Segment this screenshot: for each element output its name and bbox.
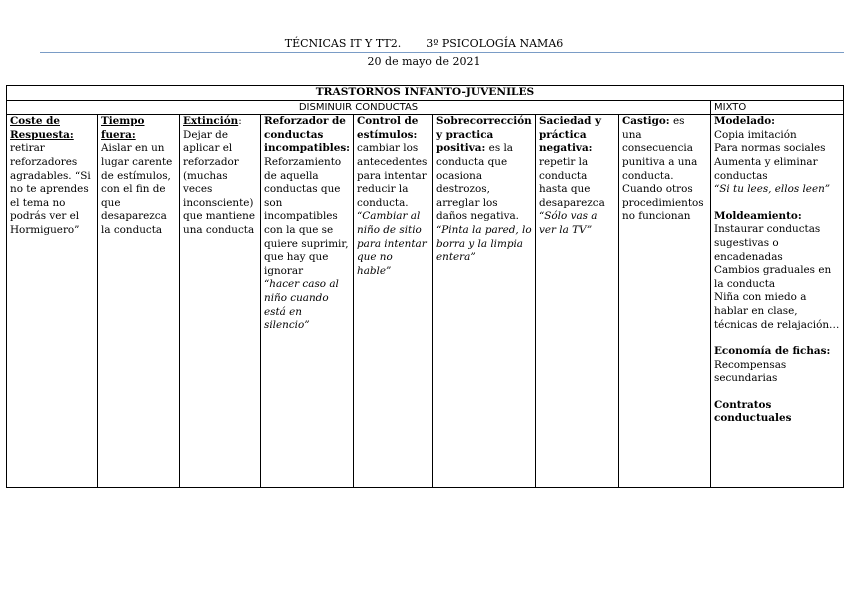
cell-tiempo-fuera [98,115,180,488]
cell-control-estimulos [354,115,433,488]
moldeamiento-line: Niña con miedo a hablar en clase, técnicas de relajación… [714,291,840,331]
heading-reforzador-incompatibles: Reforzador de conductas incompatibles: [264,115,351,155]
table-title: TRASTORNOS INFANTO-JUVENILES [7,86,844,101]
heading-economia-fichas: Economía de fichas: [714,345,831,358]
mixed-header: MIXTO [711,100,844,115]
text-extincion: Dejar de aplicar el reforzador (muchas veces inconsciente) que mantiene una conducta [183,128,256,236]
cell-castigo [619,115,711,488]
cell-coste-respuesta [7,115,98,488]
example-modelado: “Si tu lees, ellos leen” [714,183,831,196]
text-coste-respuesta: retirar reforzadores agradables. “Si no te aprendes el tema no podrás ver el Hormiguero” [10,142,91,236]
moldeamiento-line: Cambios graduales en la conducta [714,264,832,290]
modelado-line: Copia imitación [714,128,797,141]
heading-moldeamiento: Moldeamiento: [714,209,802,222]
cell-saciedad [536,115,619,488]
cell-extincion [180,115,261,488]
heading-castigo: Castigo: [622,115,670,128]
text-control-estimulos: cambiar los antecedentes para intentar reducir la conducta. [357,142,428,209]
heading-extincion: Extinción [183,115,239,128]
example-sobrecorreccion: “Pinta la pared, lo borra y la limpia entera” [436,223,532,264]
cell-reforzador-incompatibles [261,115,354,488]
text-tiempo-fuera: Aislar en un lugar carente de estímulos, con el fin de que desaparezca la conducta [101,142,173,236]
course-title: TÉCNICAS IT Y TT2. [284,37,402,50]
text-castigo: es una consecuencia punitiva a una conducta. Cuando otros procedimientos no funcionan [622,115,704,223]
text-sobrecorreccion: es la conducta que ocasiona destrozos, arreglar los daños negativa. [436,142,519,223]
header-rule [40,52,844,53]
text-reforzador-incompatibles: Reforzamiento de aquella conductas que son incompatibles con la que se quiere suprimir, que hay que ignorar [264,155,349,277]
fichas-line: Recompensas secundarias [714,358,787,385]
disorders-table [6,85,844,488]
heading-modelado: Modelado: [714,115,776,128]
heading-saciedad: Saciedad y práctica negativa: [539,115,602,155]
moldeamiento-line: Instaurar conductas sugestivas o encadenadas [714,223,821,263]
modelado-line: Aumenta y eliminar conductas [714,155,818,182]
heading-tiempo-fuera: Tiempo fuera: [101,115,145,141]
cell-sobrecorreccion [433,115,536,488]
cell-mixto [711,115,844,488]
heading-control-estimulos: Control de estímulos: [357,115,419,141]
example-control-estimulos: “Cambiar al niño de sitio para intentar que no hable” [357,210,427,277]
heading-sobrecorreccion: Sobrecorrección y practica positiva: [436,115,532,155]
document-header [0,37,848,50]
reduce-behaviors-header: DISMINUIR CONDUCTAS [7,100,711,115]
document-date: 20 de mayo de 2021 [367,55,481,68]
heading-extincion-colon: : [238,115,242,128]
heading-contratos: Contratos conductuales [714,398,792,425]
text-saciedad: repetir la conducta hasta que desaparezca [539,155,605,209]
example-reforzador-incompatibles: “hacer caso al niño cuando está en silencio” [264,278,339,332]
heading-coste-respuesta: Coste de Respuesta: [10,115,74,141]
modelado-line: Para normas sociales [714,142,826,155]
group-label: 3º PSICOLOGÍA NAMA6 [426,37,564,50]
example-saciedad: “Sólo vas a ver la TV” [539,210,598,236]
